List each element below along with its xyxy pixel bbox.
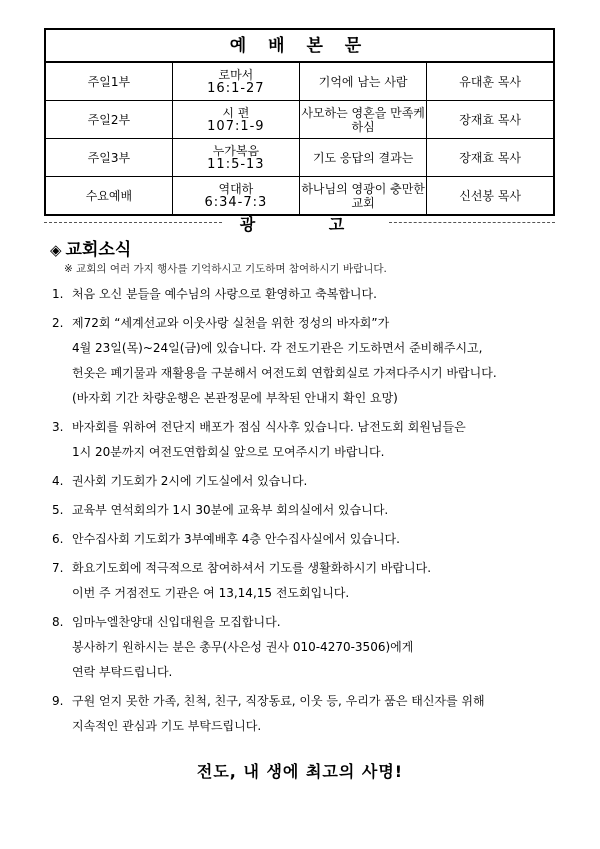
scripture-book: 누가복음 [212, 143, 260, 158]
announcement-line [52, 386, 562, 411]
item-number: 8. [52, 615, 64, 629]
worship-row [45, 101, 554, 139]
closing-slogan: 전도, 내 생에 최고의 사명! [196, 762, 404, 781]
service-name: 주일1부 [45, 62, 172, 101]
preacher: 장재효 목사 [427, 101, 554, 139]
announcements-title: 광 고 [239, 215, 379, 234]
divider-right [389, 222, 555, 223]
line-text: 교육부 연석회의가 1시 30분에 교육부 회의실에서 있습니다. [72, 503, 389, 517]
line-text: 이번 주 거점전도 기관은 여 13,14,15 전도회입니다. [72, 586, 350, 600]
sermon-title: 기도 응답의 결과는 [300, 139, 427, 177]
announcement-item [52, 415, 562, 465]
item-number: 3. [52, 420, 64, 434]
announcement-line [52, 581, 562, 606]
announcement-line [52, 610, 562, 635]
sermon-title: 사모하는 영혼을 만족케 하심 [300, 101, 427, 139]
item-number: 7. [52, 561, 64, 575]
preacher: 신선봉 목사 [427, 177, 554, 216]
preacher: 장재효 목사 [427, 139, 554, 177]
section-notice: ※ 교회의 여러 가지 행사를 기억하시고 기도하며 참여하시기 바랍니다. [64, 263, 387, 275]
diamond-bullet-icon: ◈ [50, 241, 62, 259]
line-text: (바자회 기간 차량운행은 본관정문에 부착된 안내지 확인 요망) [72, 391, 398, 405]
worship-row [45, 62, 554, 101]
line-text: 1시 20분까지 여전도연합회실 앞으로 모여주시기 바랍니다. [72, 445, 385, 459]
announcement-line [52, 469, 562, 494]
announcement-line [52, 660, 562, 685]
announcement-line [52, 635, 562, 660]
section-title: 교회소식 [65, 240, 132, 260]
announcement-line [52, 361, 562, 386]
line-text: 제72회 “세계선교와 이웃사랑 실천을 위한 정성의 바자회”가 [72, 316, 390, 330]
scripture [172, 101, 299, 139]
section-heading [50, 235, 131, 260]
divider-left [44, 222, 222, 223]
scripture [172, 177, 299, 216]
worship-row [45, 177, 554, 216]
worship-scripture-table [44, 28, 555, 216]
item-number: 9. [52, 694, 64, 708]
scripture-book: 로마서 [218, 67, 254, 82]
announcement-item [52, 498, 562, 523]
worship-row [45, 139, 554, 177]
worship-table-header: 예 배 본 문 [45, 29, 554, 62]
announcement-list [52, 282, 562, 743]
announcement-line [52, 498, 562, 523]
announcement-line [52, 527, 562, 552]
announcement-item [52, 469, 562, 494]
line-text: 봉사하기 원하시는 분은 총무(사은성 권사 010-4270-3506)에게 [72, 640, 414, 654]
announcement-line [52, 689, 562, 714]
scripture [172, 62, 299, 101]
announcement-line [52, 415, 562, 440]
scripture-verse: 107:1-9 [207, 118, 265, 134]
line-text: 헌옷은 폐기물과 재활용을 구분해서 여전도회 연합회실로 가져다주시기 바랍니다. [72, 366, 497, 380]
announcement-line [52, 556, 562, 581]
announcement-line [52, 714, 562, 739]
item-number: 6. [52, 532, 64, 546]
line-text: 권사회 기도회가 2시에 기도실에서 있습니다. [72, 474, 308, 488]
announcement-line [52, 440, 562, 465]
service-name: 수요예배 [45, 177, 172, 216]
announcement-line [52, 336, 562, 361]
scripture [172, 139, 299, 177]
announcement-line [52, 311, 562, 336]
item-spacer [52, 739, 562, 743]
item-number: 1. [52, 287, 64, 301]
announcement-item [52, 689, 562, 739]
announcement-line [52, 282, 562, 307]
scripture-book: 시 편 [222, 105, 250, 120]
service-name: 주일2부 [45, 101, 172, 139]
line-text: 지속적인 관심과 기도 부탁드립니다. [72, 719, 262, 733]
preacher: 유대훈 목사 [427, 62, 554, 101]
line-text: 안수집사회 기도회가 3부예배후 4층 안수집사실에서 있습니다. [72, 532, 400, 546]
sermon-title: 기억에 남는 사람 [300, 62, 427, 101]
line-text: 구원 얻지 못한 가족, 친척, 친구, 직장동료, 이웃 등, 우리가 품은 태신자를 위해 [72, 694, 485, 708]
sermon-title: 하나님의 영광이 충만한 교회 [300, 177, 427, 216]
item-number: 2. [52, 316, 64, 330]
item-number: 5. [52, 503, 64, 517]
announcement-item [52, 282, 562, 307]
scripture-verse: 16:1-27 [207, 80, 265, 96]
item-number: 4. [52, 474, 64, 488]
line-text: 4월 23일(목)~24일(금)에 있습니다. 각 전도기관은 기도하면서 준비해주시고, [72, 341, 483, 355]
announcements-heading [44, 212, 555, 232]
scripture-verse: 11:5-13 [207, 156, 265, 172]
announcement-item [52, 527, 562, 552]
line-text: 임마누엘찬양대 신입대원을 모집합니다. [72, 615, 281, 629]
service-name: 주일3부 [45, 139, 172, 177]
announcement-item [52, 610, 562, 685]
line-text: 화요기도회에 적극적으로 참여하셔서 기도를 생활화하시기 바랍니다. [72, 561, 432, 575]
line-text: 연락 부탁드립니다. [72, 665, 173, 679]
announcement-item [52, 556, 562, 606]
scripture-verse: 6:34-7:3 [204, 194, 268, 210]
line-text: 처음 오신 분들을 예수님의 사랑으로 환영하고 축복합니다. [72, 287, 377, 301]
line-text: 바자회를 위하여 전단지 배포가 점심 식사후 있습니다. 남전도회 회원님들은 [72, 420, 466, 434]
scripture-book: 역대하 [218, 181, 254, 196]
announcement-item [52, 311, 562, 411]
